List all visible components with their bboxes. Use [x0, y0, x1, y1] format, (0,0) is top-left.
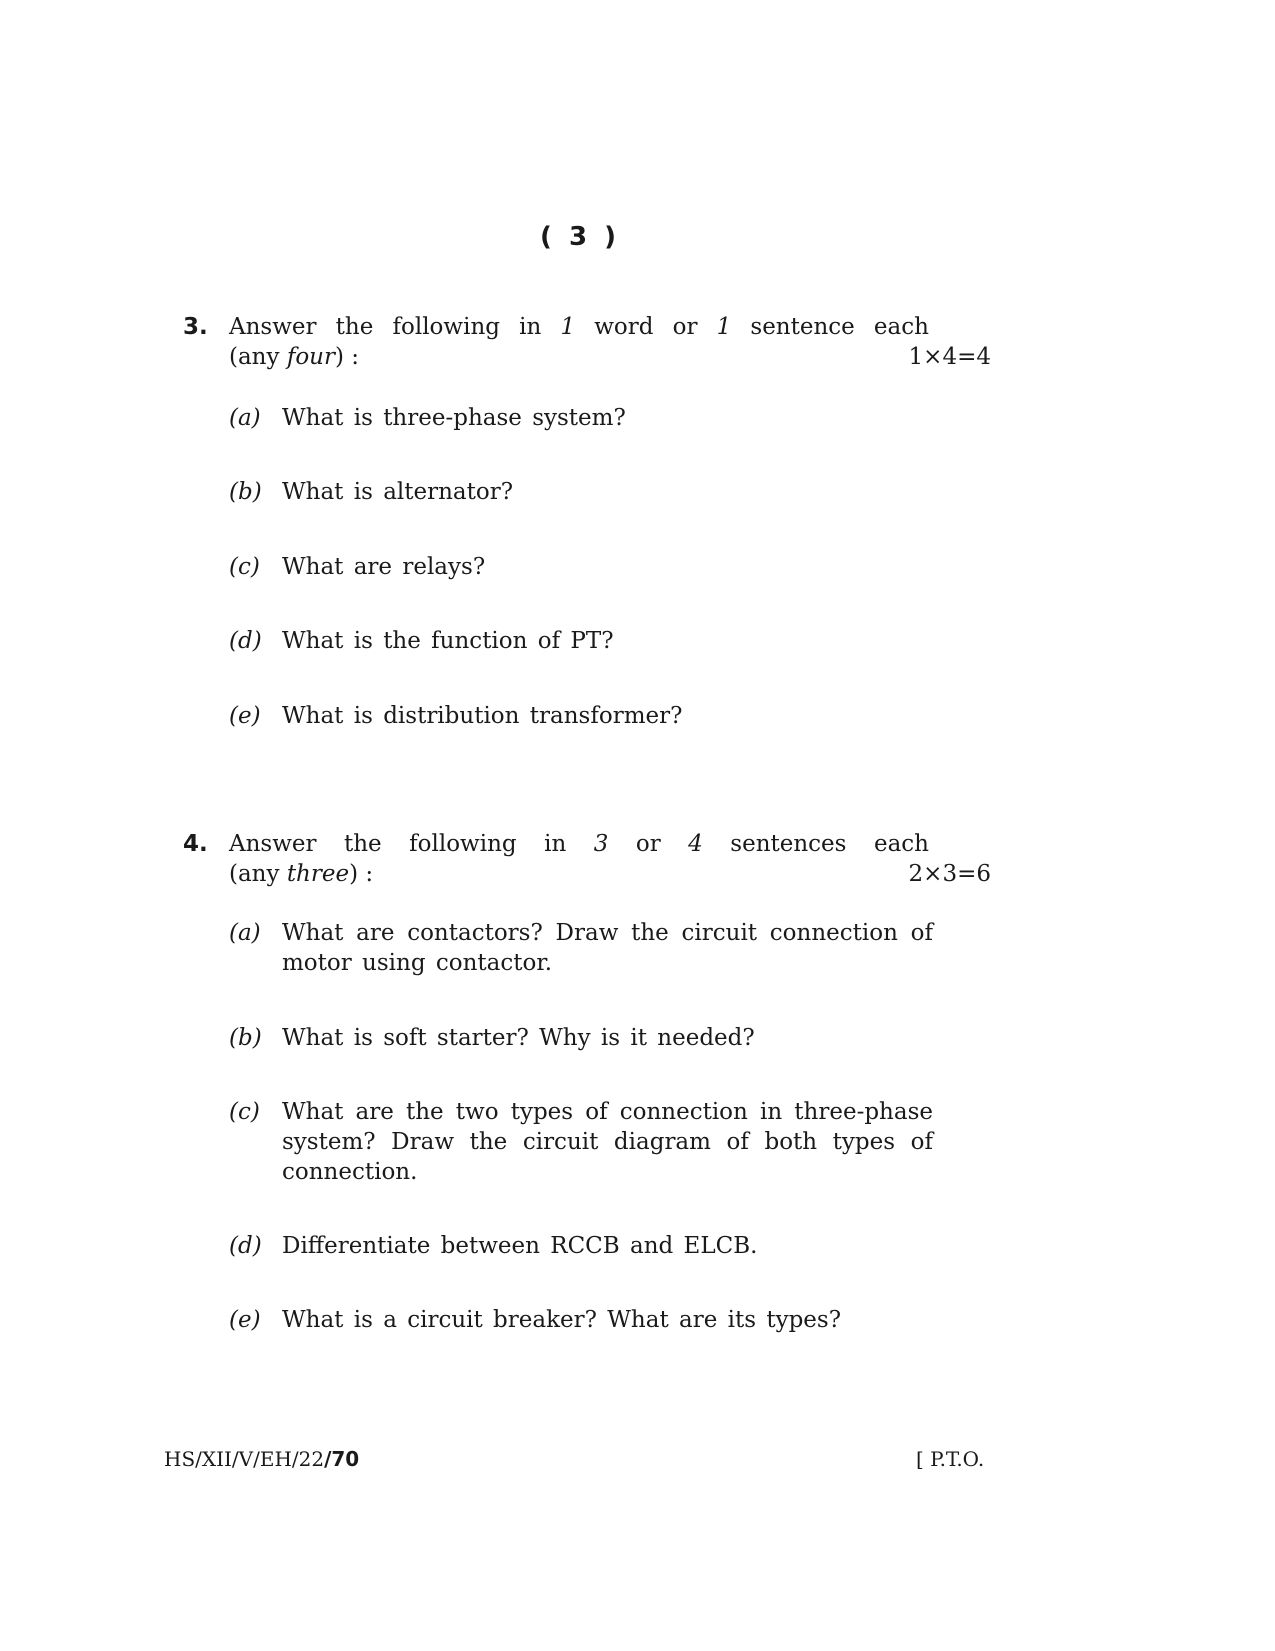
question-intro — [229, 829, 929, 859]
sub-label: (e) — [229, 703, 261, 729]
any-word: four — [286, 344, 335, 370]
sub-label: (b) — [229, 479, 262, 505]
sub-label: (d) — [229, 1233, 262, 1259]
sub-label: (c) — [229, 1099, 260, 1125]
question-number: 3. — [183, 314, 208, 340]
intro-word: Answer — [229, 831, 317, 857]
paper-code-prefix: HS/XII/V/EH/22 — [164, 1447, 325, 1471]
question-intro-line2 — [229, 342, 991, 372]
sub-text: What is distribution transformer? — [282, 703, 683, 729]
any-word: three — [286, 861, 350, 887]
marks: 1×4=4 — [908, 344, 991, 370]
question-intro — [229, 312, 929, 342]
paper-code-suffix: /70 — [324, 1447, 360, 1471]
any-close: ) : — [349, 861, 374, 887]
intro-word: 4 — [688, 831, 703, 857]
intro-word: or — [635, 831, 661, 857]
intro-word: 3 — [593, 831, 609, 857]
intro-word: word — [594, 314, 654, 340]
intro-word: sentences — [730, 831, 847, 857]
any-open: (any — [229, 861, 287, 887]
intro-word: following — [392, 314, 500, 340]
intro-word: Answer — [229, 314, 317, 340]
any-close: ) : — [334, 344, 360, 370]
any-choice — [229, 859, 373, 889]
sub-text: What is soft starter? Why is it needed? — [282, 1025, 755, 1051]
sub-label: (a) — [229, 920, 261, 946]
sub-label: (d) — [229, 628, 262, 654]
intro-word: 1 — [716, 314, 732, 340]
any-open: (any — [229, 344, 287, 370]
marks: 2×3=6 — [908, 861, 991, 887]
sub-text: What are the two types of connection in three-phase system? Draw the circuit diagram of both types of connection. — [282, 1099, 933, 1185]
intro-word: sentence — [750, 314, 855, 340]
intro-word: each — [873, 831, 929, 857]
intro-word: or — [672, 314, 698, 340]
any-choice — [229, 342, 359, 372]
intro-word: 1 — [560, 314, 576, 340]
sub-text: What is alternator? — [282, 479, 514, 505]
sub-label: (b) — [229, 1025, 262, 1051]
sub-text: Differentiate between RCCB and ELCB. — [282, 1233, 758, 1259]
intro-word: the — [335, 314, 374, 340]
sub-text: What is a circuit breaker? What are its types? — [282, 1307, 842, 1333]
question-number: 4. — [183, 831, 208, 857]
sub-text: What is three-phase system? — [282, 405, 626, 431]
page-number: ( 3 ) — [540, 222, 620, 252]
intro-word: each — [873, 314, 929, 340]
sub-text: What is the function of PT? — [282, 628, 614, 654]
sub-text: What are relays? — [282, 554, 486, 580]
intro-word: following — [409, 831, 517, 857]
intro-word: the — [344, 831, 382, 857]
sub-label: (c) — [229, 554, 260, 580]
intro-word: in — [519, 314, 542, 340]
question-intro-line2 — [229, 859, 991, 889]
pto-note: [ P.T.O. — [916, 1447, 985, 1471]
sub-text: What are contactors? Draw the circuit connection of motor using contactor. — [282, 920, 933, 976]
intro-word: in — [544, 831, 567, 857]
paper-code — [164, 1446, 359, 1472]
sub-label: (e) — [229, 1307, 261, 1333]
sub-label: (a) — [229, 405, 261, 431]
